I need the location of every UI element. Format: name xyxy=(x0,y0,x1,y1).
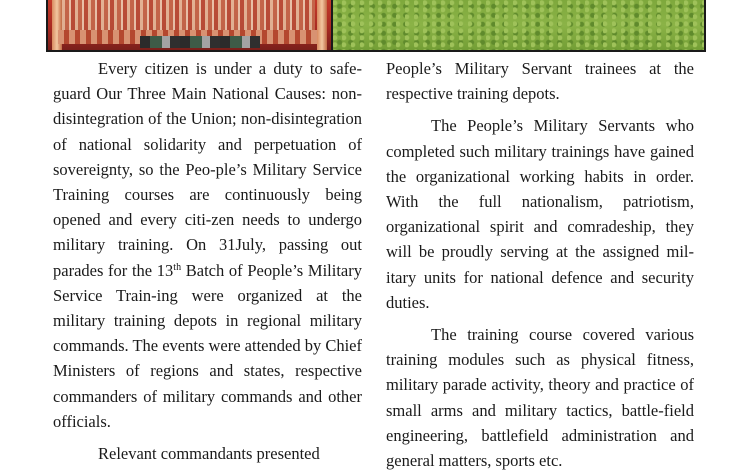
article-paragraph xyxy=(53,56,362,434)
article-photo-strip xyxy=(46,0,706,52)
decorative-post xyxy=(317,0,327,52)
ceremony-photo xyxy=(48,0,331,50)
article-paragraph: Relevant commandants presented xyxy=(98,444,320,464)
decorative-post xyxy=(52,0,62,52)
seated-officials xyxy=(140,36,260,48)
carved-throne-backdrop xyxy=(62,0,315,30)
article-left-column xyxy=(53,56,362,466)
article-paragraph: The People’s Military Servants who completed such military trainings have gained the organizational working habits in order. With the full nationalism, patriotism, organizational spirit and comradeship, they will be proudly serving at the assigned mil-itary units for national defence and security duties. xyxy=(386,116,694,312)
article-paragraph: The training course covered various training modules such as physical fitness, military parade activity, theory and practice of small arms and military tactics, battle-field engineering, battlefield administration and general matters, sports etc. xyxy=(386,325,694,471)
article-right-column xyxy=(386,56,694,473)
paragraph-text: Batch of People’s Military Service Train-ing were organized at the military training depots in regional military commands. The events were attended by Chief Ministers of regions and states, respective commanders of military commands and other officials. xyxy=(53,260,362,431)
paragraph-text: Every citizen is under a duty to safe-guard Our Three Main National Causes: non-disintegration of the Union; non-disintegration of national solidarity and perpetuation of sovereignty, so the Peo-ple’s Military Service Training courses are continuously being opened and every citi-zen needs to undergo military training. On 31July, passing out parades for the 13 xyxy=(53,59,362,280)
ordinal-suffix: th xyxy=(173,261,182,273)
article-paragraph-continued: People’s Military Servant trainees at the respective training depots. xyxy=(386,59,694,104)
parade-ground-photo xyxy=(333,0,704,50)
